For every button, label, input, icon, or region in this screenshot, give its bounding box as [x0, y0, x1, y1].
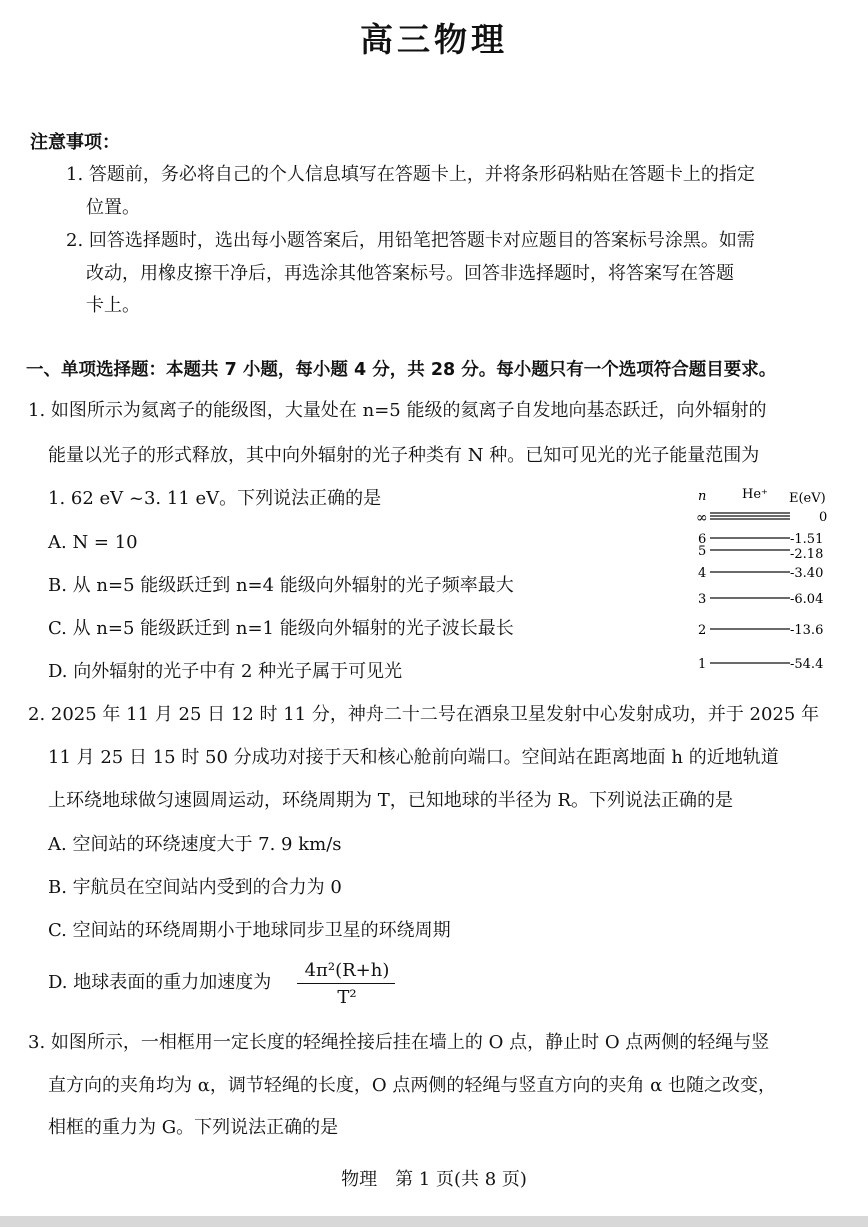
q1-option-d: D. 向外辐射的光子中有 2 种光子属于可见光	[48, 661, 403, 682]
q1-option-b: B. 从 n=5 能级跃迁到 n=4 能级向外辐射的光子频率最大	[48, 575, 514, 596]
notes-item-2-line-2: 改动，用橡皮擦干净后，再选涂其他答案标号。回答非选择题时，将答案写在答题	[86, 263, 734, 284]
notes-heading: 注意事项：	[30, 132, 120, 153]
scan-edge	[0, 1216, 868, 1227]
q3-stem-line-3: 相框的重力为 G。下列说法正确的是	[48, 1117, 339, 1138]
level-e-4: -3.40	[790, 566, 824, 581]
level-n-4: 4	[698, 566, 707, 581]
notes-item-2-line-1: 2. 回答选择题时，选出每小题答案后，用铅笔把答题卡对应题目的答案标号涂黑。如需	[66, 230, 755, 251]
q1-stem-line-1: 1. 如图所示为氦离子的能级图，大量处在 n=5 能级的氦离子自发地向基态跃迁，向外辐射的	[28, 400, 767, 421]
q3-stem-line-2: 直方向的夹角均为 α，调节轻绳的长度，O 点两侧的轻绳与竖直方向的夹角 α 也随之改变，	[48, 1075, 776, 1096]
level-e-infinity: 0	[819, 510, 828, 525]
page-footer: 物理 第 1 页(共 8 页)	[341, 1169, 527, 1190]
level-e-2: -13.6	[790, 623, 824, 638]
q1-stem-line-2: 能量以光子的形式释放，其中向外辐射的光子种类有 N 种。已知可见光的光子能量范围为	[48, 445, 760, 466]
section-1-heading: 一、单项选择题：本题共 7 小题，每小题 4 分，共 28 分。每小题只有一个选项符合题目要求。	[26, 360, 777, 380]
diagram-n-header: n	[698, 489, 707, 504]
q2-option-b: B. 宇航员在空间站内受到的合力为 0	[48, 877, 342, 898]
page-title: 高三物理	[360, 20, 508, 59]
level-n-5: 5	[698, 544, 707, 559]
level-n-1: 1	[698, 657, 707, 672]
q2-option-d: D. 地球表面的重力加速度为	[48, 972, 272, 993]
q2-stem-line-3: 上环绕地球做匀速圆周运动，环绕周期为 T，已知地球的半径为 R。下列说法正确的是	[48, 790, 733, 811]
q2-option-c: C. 空间站的环绕周期小于地球同步卫星的环绕周期	[48, 920, 451, 941]
notes-item-2-line-3: 卡上。	[86, 295, 140, 316]
level-e-6: -1.51	[790, 532, 824, 547]
q2-option-d-numerator: 4π²(R+h)	[304, 960, 390, 981]
q3-stem-line-1: 3. 如图所示，一相框用一定长度的轻绳拴接后挂在墙上的 O 点，静止时 O 点两侧的轻绳与竖	[28, 1032, 770, 1053]
energy-level-diagram	[688, 482, 848, 677]
q1-option-a: A. N = 10	[48, 532, 138, 553]
diagram-e-header: E(eV)	[789, 491, 826, 506]
q2-stem-line-1: 2. 2025 年 11 月 25 日 12 时 11 分，神舟二十二号在酒泉卫星发射中心发射成功，并于 2025 年	[28, 704, 820, 725]
notes-item-1-line-2: 位置。	[86, 197, 140, 218]
notes-item-1-line-1: 1. 答题前，务必将自己的个人信息填写在答题卡上，并将条形码粘贴在答题卡上的指定	[66, 164, 755, 185]
q2-option-a: A. 空间站的环绕速度大于 7. 9 km/s	[48, 834, 342, 855]
q1-stem-line-3: 1. 62 eV ~3. 11 eV。下列说法正确的是	[48, 488, 382, 509]
q2-stem-line-2: 11 月 25 日 15 时 50 分成功对接于天和核心舱前向端口。空间站在距离地面 h 的近地轨道	[48, 747, 779, 768]
level-n-3: 3	[698, 592, 707, 607]
q2-option-d-denominator: T²	[337, 987, 357, 1008]
level-e-1: -54.4	[790, 657, 824, 672]
level-n-infinity: ∞	[696, 510, 708, 526]
diagram-ion-header: He⁺	[742, 487, 768, 502]
q1-option-c: C. 从 n=5 能级跃迁到 n=1 能级向外辐射的光子波长最长	[48, 618, 514, 639]
level-n-2: 2	[698, 623, 707, 638]
fraction-bar	[297, 983, 395, 984]
level-e-3: -6.04	[790, 592, 824, 607]
level-e-5: -2.18	[790, 547, 824, 562]
level-n-6: 6	[698, 532, 707, 547]
